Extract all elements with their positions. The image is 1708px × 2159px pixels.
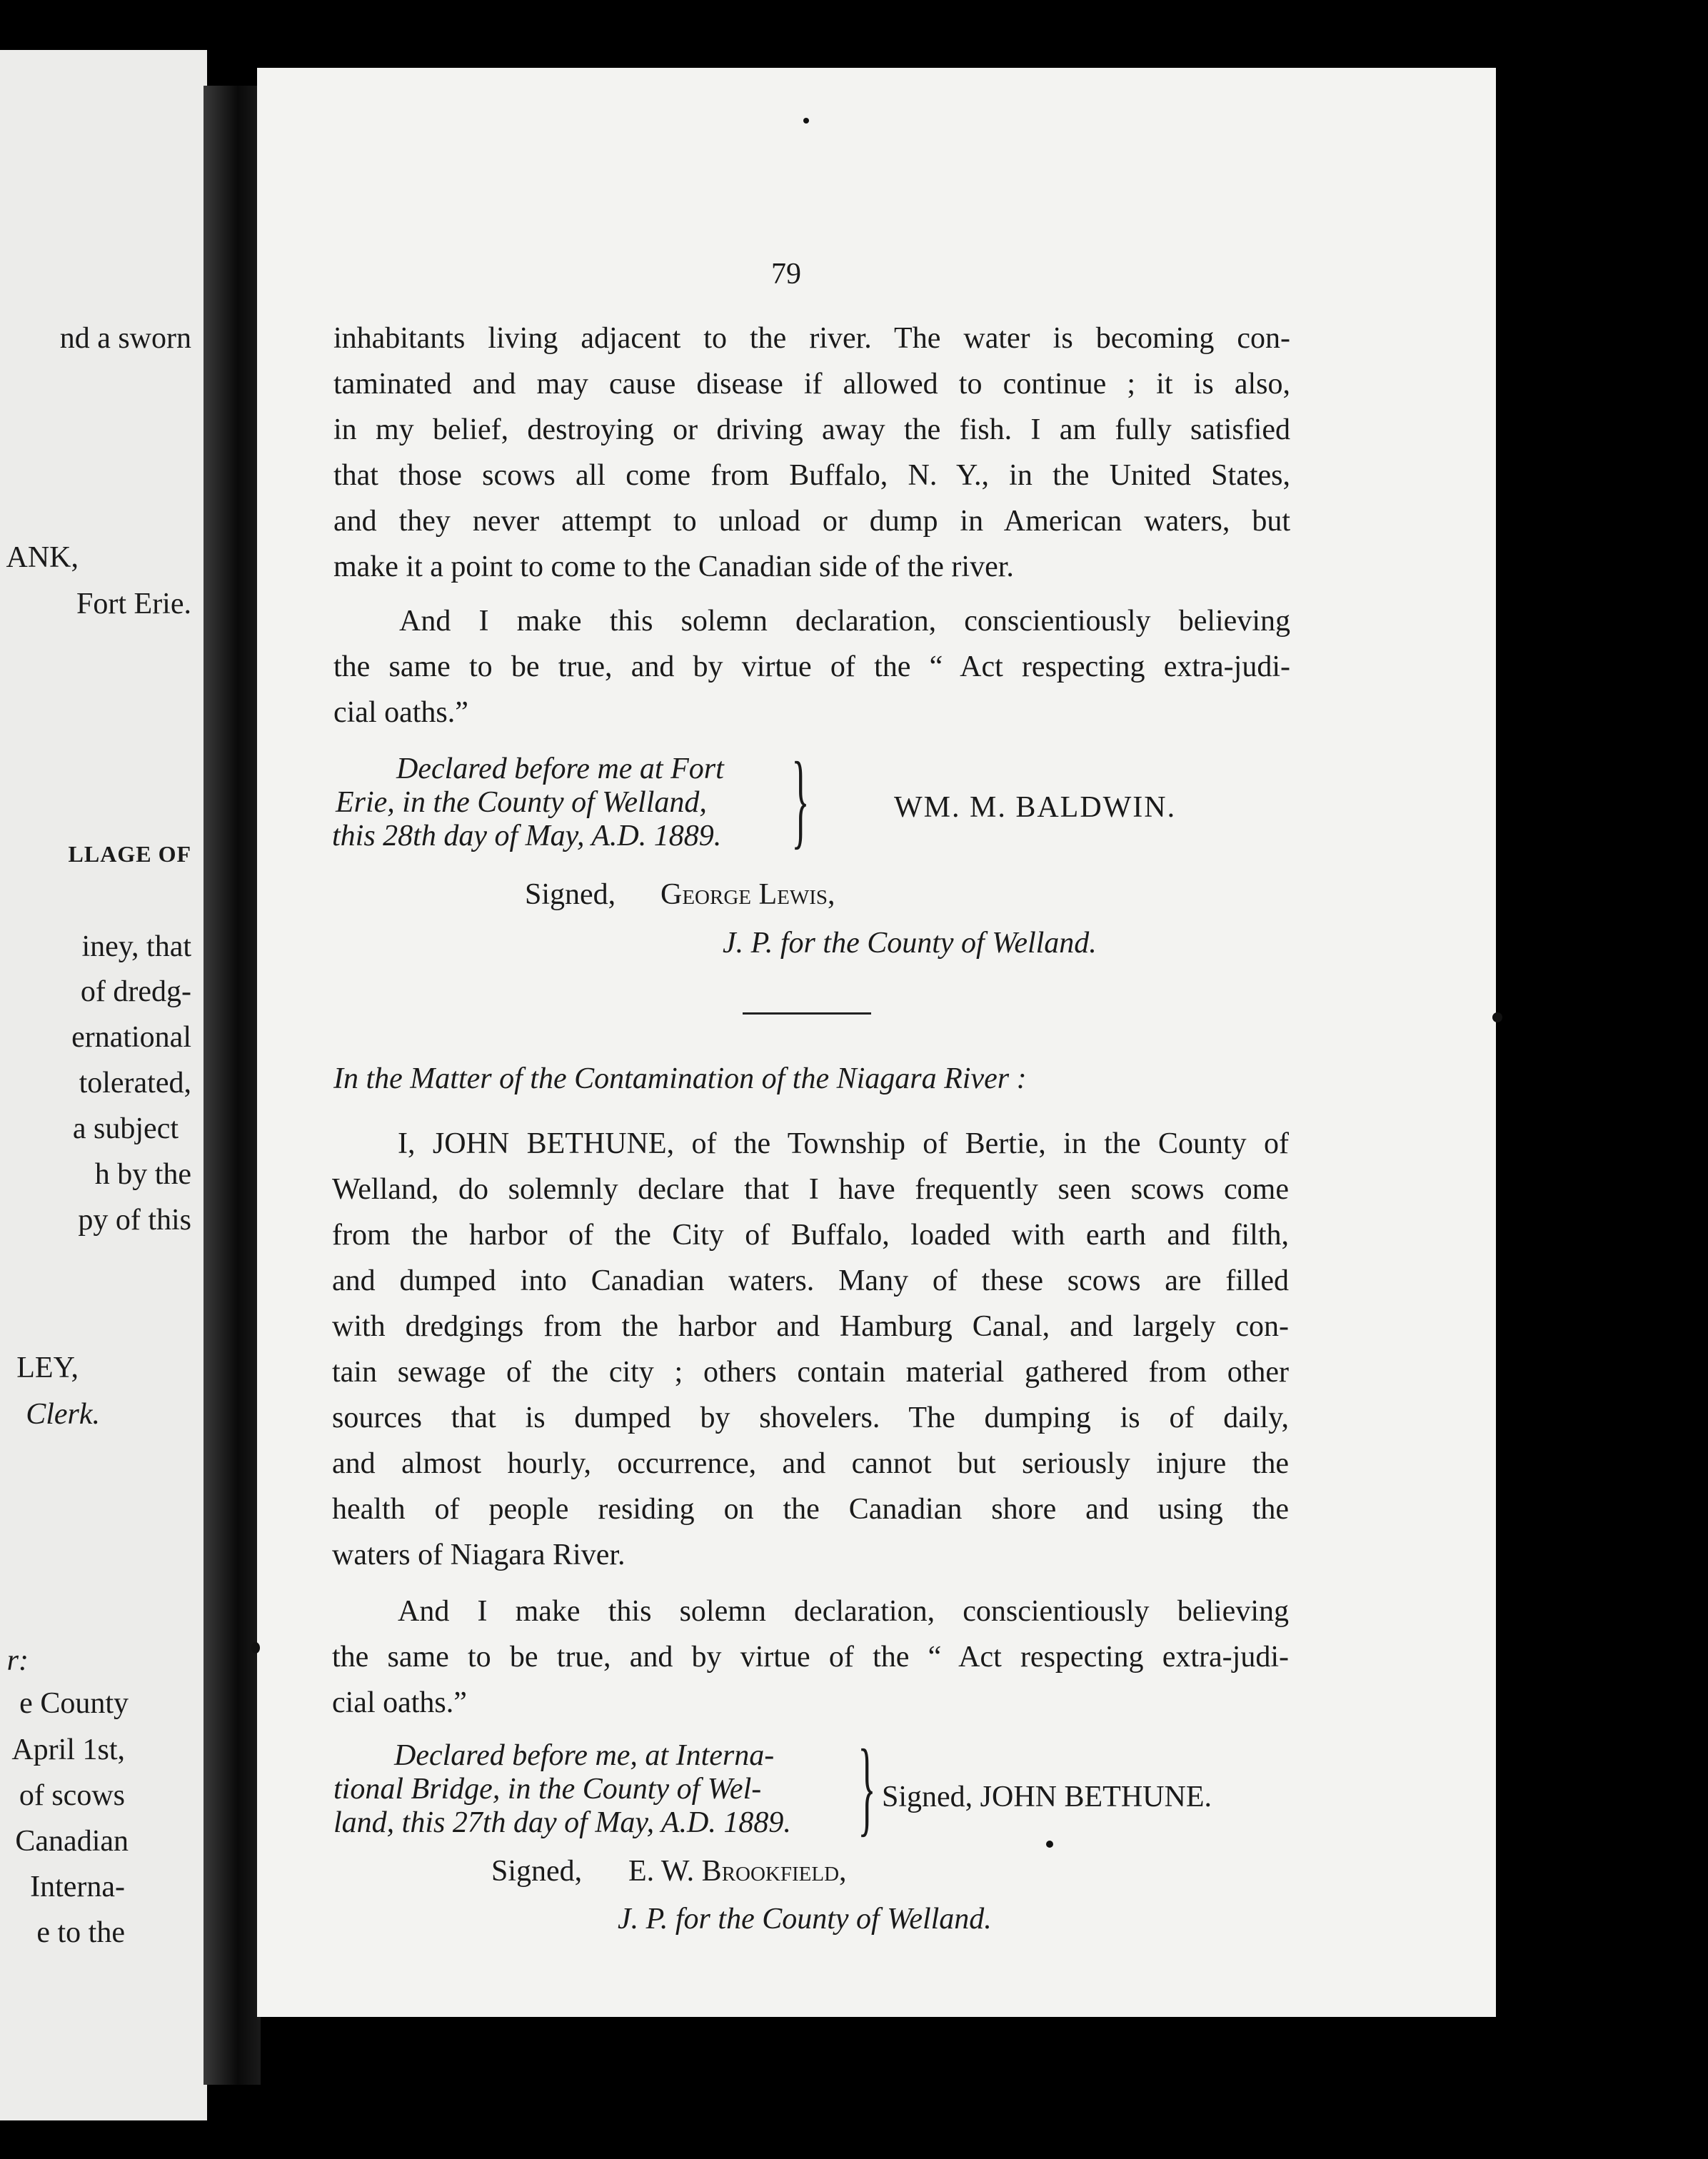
brace-icon: } — [858, 1728, 876, 1846]
signed-label: Signed, — [525, 878, 616, 911]
left-fragment: r: — [6, 1644, 29, 1677]
left-fragment: a subject — [72, 1112, 179, 1145]
left-fragment: Interna- — [30, 1871, 125, 1903]
scan-speck — [803, 118, 809, 124]
paragraph-1 — [333, 316, 1290, 590]
text-line: waters of Niagara River. — [332, 1539, 626, 1571]
left-fragment: ernational — [71, 1021, 191, 1054]
text-line: and they never attempt to unload or dump in American waters, but — [333, 505, 1290, 538]
left-fragment: iney, that — [81, 930, 191, 963]
left-fragment: LEY, — [16, 1352, 79, 1384]
text-line: And I make this solemn declaration, conscientiously believing — [399, 605, 1290, 638]
scan-speck — [1046, 1841, 1053, 1848]
brace-icon: } — [791, 740, 810, 859]
scan-speck — [251, 1642, 260, 1654]
left-page — [0, 50, 207, 2120]
text-line: Welland, do solemnly declare that I have frequently seen scows come — [332, 1173, 1289, 1206]
declared-line: tional Bridge, in the County of Wel- — [333, 1773, 762, 1806]
declared-line: land, this 27th day of May, A.D. 1889. — [333, 1806, 791, 1839]
left-fragment: e County — [19, 1687, 129, 1720]
text-line: and almost hourly, occurrence, and cannot but seriously injure the — [332, 1447, 1289, 1480]
left-fragment: e to the — [36, 1916, 125, 1949]
text-line: from the harbor of the City of Buffalo, loaded with earth and filth, — [332, 1219, 1289, 1252]
left-fragment: Fort Erie. — [76, 588, 191, 620]
page-number: 79 — [771, 258, 801, 291]
text-line: I, JOHN BETHUNE, of the Township of Bertie, in the County of — [398, 1127, 1289, 1160]
scan-speck — [1492, 1012, 1502, 1022]
text-line: health of people residing on the Canadian shore and using the — [332, 1493, 1289, 1526]
left-fragment: nd a sworn — [59, 322, 191, 355]
book-spine — [204, 86, 261, 2085]
left-fragment: py of this — [78, 1204, 191, 1237]
signer-name: E. W. Brookfield, — [628, 1855, 847, 1888]
declarant-name: Signed, JOHN BETHUNE. — [882, 1781, 1212, 1813]
declared-line: Declared before me at Fort — [396, 753, 724, 785]
left-fragment: Canadian — [15, 1825, 129, 1858]
text-line: and dumped into Canadian waters. Many of these scows are filled — [332, 1264, 1289, 1297]
text-line: in my belief, destroying or driving away the fish. I am fully satisfied — [333, 413, 1290, 446]
text-line: cial oaths.” — [333, 696, 468, 729]
matter-heading: In the Matter of the Contamination of the Niagara River : — [333, 1062, 1027, 1095]
text-line: inhabitants living adjacent to the river. The water is becoming con- — [333, 322, 1290, 355]
left-fragment: April 1st, — [11, 1733, 125, 1766]
signer-name: George Lewis, — [660, 878, 835, 911]
text-line: taminated and may cause disease if allowed to continue ; it is also, — [333, 368, 1290, 401]
text-line: tain sewage of the city ; others contain material gathered from other — [332, 1356, 1289, 1389]
text-line: the same to be true, and by virtue of the “ Act respecting extra-judi- — [333, 650, 1290, 683]
left-fragment: of scows — [19, 1779, 125, 1812]
section-divider — [743, 1012, 871, 1015]
text-line: make it a point to come to the Canadian side of the river. — [333, 550, 1014, 583]
declared-line: Declared before me, at Interna- — [394, 1739, 775, 1772]
paragraph-2 — [333, 598, 1290, 735]
signer-title: J. P. for the County of Welland. — [618, 1903, 992, 1936]
declarant-name: WM. M. BALDWIN. — [894, 791, 1177, 824]
text-line: sources that is dumped by shovelers. The dumping is of daily, — [332, 1401, 1289, 1434]
text-line: that those scows all come from Buffalo, N. Y., in the United States, — [333, 459, 1290, 492]
declared-line: this 28th day of May, A.D. 1889. — [332, 820, 722, 852]
text-line: with dredgings from the harbor and Hamburg Canal, and largely con- — [332, 1310, 1289, 1343]
signed-label: Signed, — [491, 1855, 583, 1888]
signer-title: J. P. for the County of Welland. — [723, 927, 1097, 960]
text-line: cial oaths.” — [332, 1686, 467, 1719]
left-fragment: of dredg- — [80, 975, 191, 1008]
paragraph-3 — [332, 1121, 1289, 1578]
left-fragment: tolerated, — [79, 1067, 191, 1099]
left-fragment: LLAGE OF — [68, 841, 191, 867]
text-line: And I make this solemn declaration, conscientiously believing — [398, 1595, 1289, 1628]
left-fragment: Clerk. — [26, 1398, 100, 1431]
left-fragment: ANK, — [6, 541, 79, 574]
text-line: the same to be true, and by virtue of the “ Act respecting extra-judi- — [332, 1641, 1289, 1674]
left-fragment: h by the — [94, 1158, 191, 1191]
declared-line: Erie, in the County of Welland, — [336, 786, 707, 819]
paragraph-4 — [332, 1589, 1289, 1726]
